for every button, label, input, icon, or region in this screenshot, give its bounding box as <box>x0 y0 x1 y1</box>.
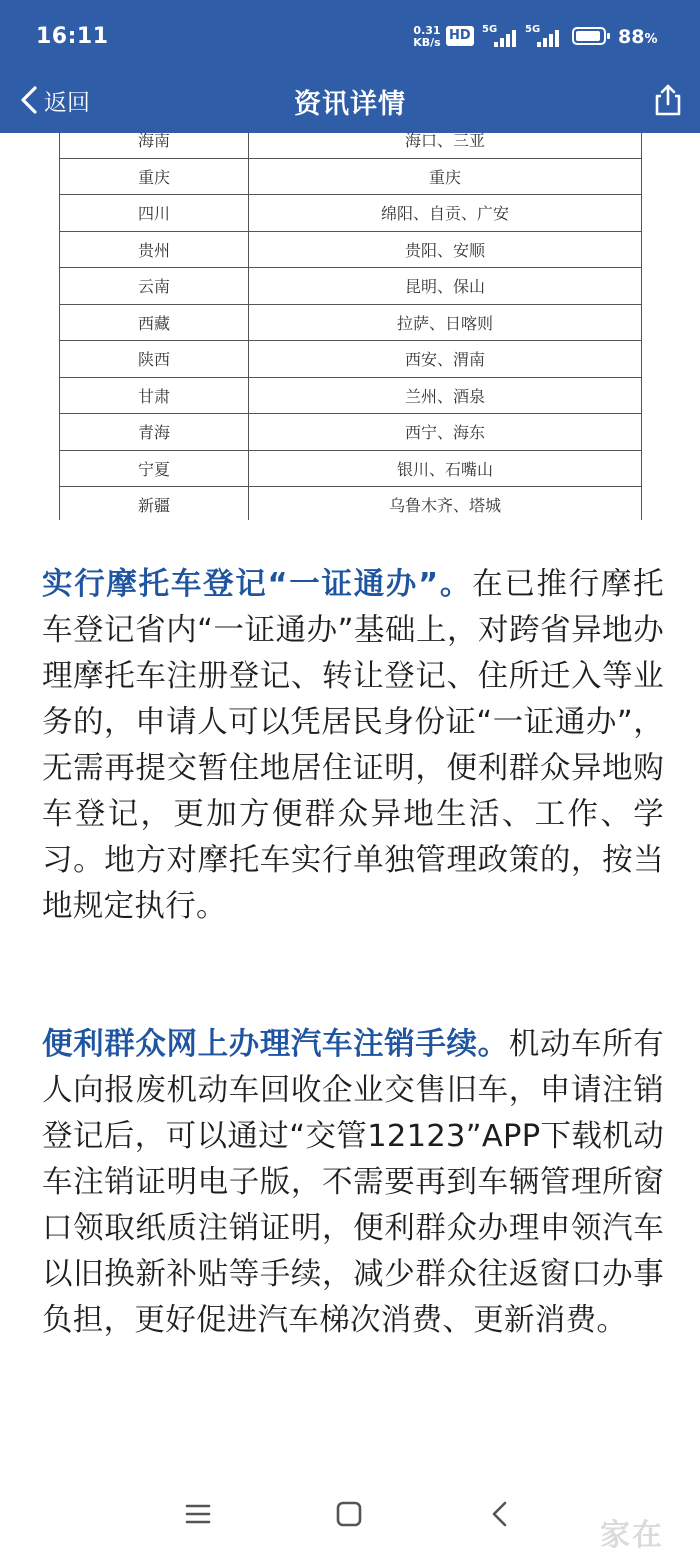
table-row <box>60 377 642 414</box>
province-cell: 四川 <box>60 195 249 232</box>
signal-label: 5G <box>482 24 498 35</box>
table-row <box>60 450 642 487</box>
table-row <box>60 487 642 521</box>
paragraph-lead: 实行摩托车登记“一证通办”。 <box>42 567 473 602</box>
recent-apps-button[interactable] <box>178 1494 218 1534</box>
cities-cell: 重庆 <box>249 158 642 195</box>
cities-cell: 绵阳、自贡、广安 <box>249 195 642 232</box>
cities-cell: 贵阳、安顺 <box>249 231 642 268</box>
city-table <box>59 133 642 520</box>
system-nav-bar <box>0 1472 700 1555</box>
signal-icon <box>525 24 565 48</box>
paragraph-body: 机动车所有人向报废机动车回收企业交售旧车，申请注销登记后，可以通过“交管12123”APP下载机动车注销证明电子版，不需要再到车辆管理所窗口领取纸质注销证明，便利群众办理申领汽车以旧换新补贴等手续，减少群众往返窗口办事负担，更好促进汽车梯次消费、更新消费。 <box>42 1027 665 1338</box>
nav-bar <box>0 70 700 133</box>
cities-cell: 西宁、海东 <box>249 414 642 451</box>
province-cell: 云南 <box>60 268 249 305</box>
province-cell: 甘肃 <box>60 377 249 414</box>
article-paragraph <box>42 1022 664 1344</box>
cities-cell: 拉萨、日喀则 <box>249 304 642 341</box>
province-cell: 陕西 <box>60 341 249 378</box>
article-paragraph <box>42 562 664 930</box>
app-header <box>0 0 700 133</box>
battery-percent: 88% <box>618 26 658 48</box>
back-label: 返回 <box>44 89 90 116</box>
paragraph-lead: 便利群众网上办理汽车注销手续。 <box>42 1027 509 1062</box>
province-cell: 新疆 <box>60 487 249 521</box>
cities-cell: 兰州、酒泉 <box>249 377 642 414</box>
cities-cell: 银川、石嘴山 <box>249 450 642 487</box>
net-speed-unit: KB/s <box>413 36 441 49</box>
paragraph-body: 在已推行摩托车登记省内“一证通办”基础上，对跨省异地办理摩托车注册登记、转让登记、住所迁入等业务的，申请人可以凭居民身份证“一证通办”，无需再提交暂住地居住证明，便利群众异地购车登记，更加方便群众异地生活、工作、学习。地方对摩托车实行单独管理政策的，按当地规定执行。 <box>42 567 664 924</box>
signal-icon <box>482 24 522 48</box>
cities-cell: 昆明、保山 <box>249 268 642 305</box>
cities-cell: 西安、渭南 <box>249 341 642 378</box>
battery-icon <box>572 27 606 45</box>
hd-voice-badge: HD <box>446 26 474 46</box>
cities-cell: 海口、三亚 <box>249 133 642 158</box>
home-button[interactable] <box>329 1494 369 1534</box>
page-title: 资讯详情 <box>294 89 406 120</box>
province-cell: 青海 <box>60 414 249 451</box>
share-button[interactable] <box>650 82 686 118</box>
watermark-logo: 家在 <box>600 1518 664 1553</box>
cities-cell: 乌鲁木齐、塔城 <box>249 487 642 521</box>
chevron-left-icon <box>480 1494 520 1534</box>
table-row <box>60 268 642 305</box>
network-speed <box>410 25 444 49</box>
share-icon <box>650 82 686 118</box>
status-bar <box>0 0 700 70</box>
table-row <box>60 414 642 451</box>
table-row <box>60 195 642 232</box>
province-cell: 海南 <box>60 133 249 158</box>
menu-icon <box>178 1494 218 1534</box>
status-time: 16:11 <box>36 24 109 49</box>
table-row <box>60 341 642 378</box>
signal-label: 5G <box>525 24 541 35</box>
city-table-container <box>0 133 700 520</box>
net-speed-value: 0.31 <box>413 24 441 37</box>
table-row <box>60 158 642 195</box>
province-cell: 重庆 <box>60 158 249 195</box>
system-back-button[interactable] <box>480 1494 520 1534</box>
table-row <box>60 304 642 341</box>
province-cell: 西藏 <box>60 304 249 341</box>
province-cell: 贵州 <box>60 231 249 268</box>
province-cell: 宁夏 <box>60 450 249 487</box>
table-row <box>60 133 642 158</box>
square-icon <box>329 1494 369 1534</box>
table-row <box>60 231 642 268</box>
